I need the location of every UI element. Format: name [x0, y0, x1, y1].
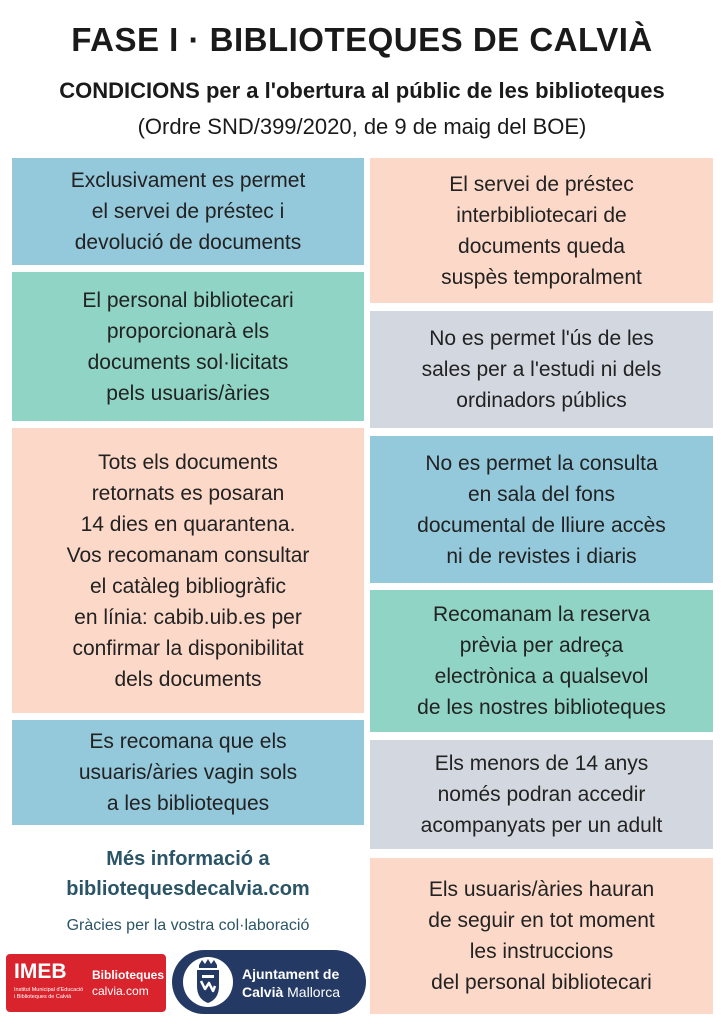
page-title: FASE I · BIBLIOTEQUES DE CALVIÀ: [71, 21, 653, 58]
box-line: ni de revistes i diaris: [446, 544, 637, 568]
box-line: només podran accedir: [437, 783, 646, 806]
box-line: Els menors de 14 anys: [434, 752, 649, 775]
box-line: prèvia per adreça: [459, 634, 624, 657]
page-subtitle: CONDICIONS per a l'obertura al públic de les biblioteques: [59, 78, 665, 103]
imeb-logo: [6, 954, 166, 1012]
imeb-logo-subtitle: Institut Municipal d'Educació: [14, 987, 84, 993]
imeb-logo-domain: calvia.com: [92, 984, 149, 998]
box-line: en línia: cabib.uib.es per: [74, 605, 302, 629]
box-line: El personal bibliotecari: [82, 288, 294, 312]
box-line: interbibliotecari de: [456, 203, 627, 227]
box-line: Exclusivament es permet: [70, 169, 306, 192]
more-info-label: Més informació a: [106, 848, 270, 870]
calvia-logo-line2: [242, 984, 340, 1001]
condition-box-staff-provide: [12, 272, 364, 421]
box-line: ordinadors públics: [456, 389, 627, 412]
condition-box-minors: [370, 740, 713, 849]
box-line: de les nostres biblioteques: [417, 696, 666, 719]
box-line: Els usuaris/àries hauran: [428, 878, 655, 901]
imeb-logo-biblioteques: Biblioteques: [92, 968, 165, 982]
box-line: documents queda: [458, 234, 625, 258]
box-line: a les biblioteques: [106, 792, 270, 815]
box-line: sales per a l'estudi ni dels: [421, 358, 662, 381]
more-info: [12, 844, 364, 904]
website-link[interactable]: bibliotequesdecalvia.com: [66, 878, 310, 900]
calvia-logo-name: Calvià: [242, 984, 284, 1000]
box-line: del personal bibliotecari: [431, 971, 652, 994]
box-line: el catàleg bibliogràfic: [89, 574, 287, 598]
legal-reference: (Ordre SND/399/2020, de 9 de maig del BOE): [137, 114, 587, 139]
box-line: pels usuaris/àries: [106, 381, 270, 405]
box-line: electrònica a qualsevol: [434, 665, 649, 688]
condition-box-no-consultation: [370, 436, 713, 583]
imeb-logo-name: IMEB: [14, 960, 67, 983]
box-line: 14 dies en quarantena.: [80, 512, 296, 536]
box-line: Recomanam la reserva: [432, 603, 651, 626]
box-line: retornats es posaran: [91, 481, 285, 505]
condition-box-email-reservation: [370, 590, 713, 732]
box-line: documents sol·licitats: [87, 350, 289, 374]
condition-box-lending-only: [12, 158, 364, 265]
calvia-logo-region: Mallorca: [283, 984, 341, 1000]
box-line: documental de lliure accès: [417, 513, 666, 537]
condition-box-go-alone: [12, 720, 364, 825]
condition-box-no-study-rooms: [370, 311, 713, 428]
box-line: Tots els documents: [98, 450, 278, 474]
box-line: les instruccions: [469, 940, 614, 963]
box-line: acompanyats per un adult: [420, 814, 663, 837]
box-line: Vos recomanam consultar: [66, 543, 310, 567]
box-line: Es recomana que els: [89, 730, 287, 753]
box-line: proporcionarà els: [106, 319, 270, 343]
condition-box-follow-instructions: [370, 858, 713, 1014]
box-line: dels documents: [114, 667, 262, 691]
calvia-logo-line1: Ajuntament de: [242, 966, 340, 982]
box-line: El servei de préstec: [449, 172, 634, 196]
box-line: No es permet la consulta: [425, 451, 658, 475]
box-line: devolució de documents: [74, 231, 302, 254]
shield-icon: [182, 956, 234, 1008]
box-line: el servei de préstec i: [91, 200, 285, 223]
calvia-logo: [172, 950, 366, 1014]
box-line: confirmar la disponibilitat: [72, 636, 304, 660]
box-line: usuaris/àries vagin sols: [78, 761, 298, 784]
box-line: de seguir en tot moment: [428, 909, 655, 932]
imeb-logo-subtitle: i Biblioteques de Calvià: [14, 994, 72, 1000]
condition-box-quarantine: [12, 428, 364, 713]
condition-box-interlibrary: [370, 158, 713, 303]
thanks-text: Gràcies per la vostra col·laboració: [66, 917, 310, 934]
box-line: No es permet l'ús de les: [429, 327, 654, 350]
box-line: en sala del fons: [467, 482, 616, 506]
box-line: suspès temporalment: [441, 265, 642, 289]
